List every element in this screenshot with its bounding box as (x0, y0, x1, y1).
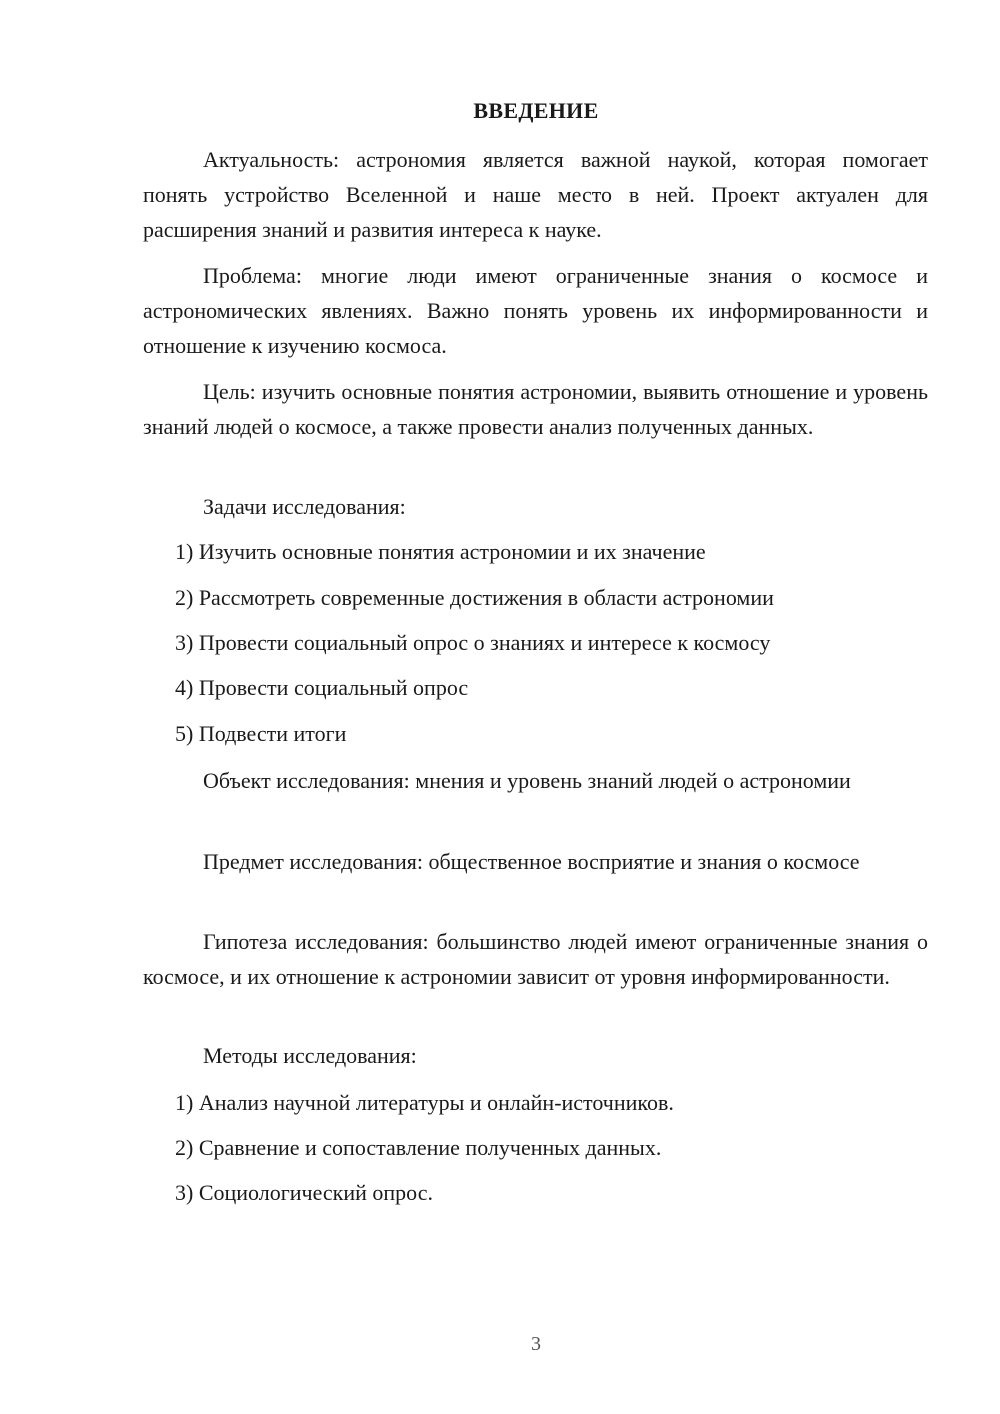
paragraph-relevance: Актуальность: астрономия является важной наукой, которая помогает понять устройство Вселенной и наше место в ней. Проект актуален для расширения знаний и развития интереса к науке. (143, 147, 928, 242)
paragraph-goal: Цель: изучить основные понятия астрономии, выявить отношение и уровень знаний людей о космосе, а также провести анализ полученных данных. (143, 379, 928, 439)
method-item-1: 1) Анализ научной литературы и онлайн-источников. (175, 1090, 674, 1115)
paragraph-hypothesis: Гипотеза исследования: большинство людей имеют ограниченные знания о космосе, и их отношение к астрономии зависит от уровня информированности. (143, 929, 928, 989)
methods-heading: Методы исследования: (203, 1043, 417, 1068)
task-item-4: 4) Провести социальный опрос (175, 675, 469, 700)
task-item-2: 2) Рассмотреть современные достижения в области астрономии (175, 585, 774, 610)
paragraph-problem: Проблема: многие люди имеют ограниченные знания о космосе и астрономических явлениях. Важно понять уровень их информированности и отношение к изучению космоса. (143, 263, 928, 358)
method-item-3: 3) Социологический опрос. (175, 1180, 433, 1205)
task-item-3: 3) Провести социальный опрос о знаниях и интересе к космосу (175, 630, 771, 655)
tasks-heading: Задачи исследования: (203, 494, 406, 519)
page-title: ВВЕДЕНИЕ (473, 98, 599, 123)
method-item-2: 2) Сравнение и сопоставление полученных данных. (175, 1135, 662, 1160)
paragraph-subject: Предмет исследования: общественное восприятие и знания о космосе (203, 849, 860, 874)
page-number: 3 (531, 1333, 541, 1355)
task-item-5: 5) Подвести итоги (175, 721, 347, 746)
task-item-1: 1) Изучить основные понятия астрономии и их значение (175, 539, 706, 564)
paragraph-object: Объект исследования: мнения и уровень знаний людей о астрономии (203, 768, 851, 793)
